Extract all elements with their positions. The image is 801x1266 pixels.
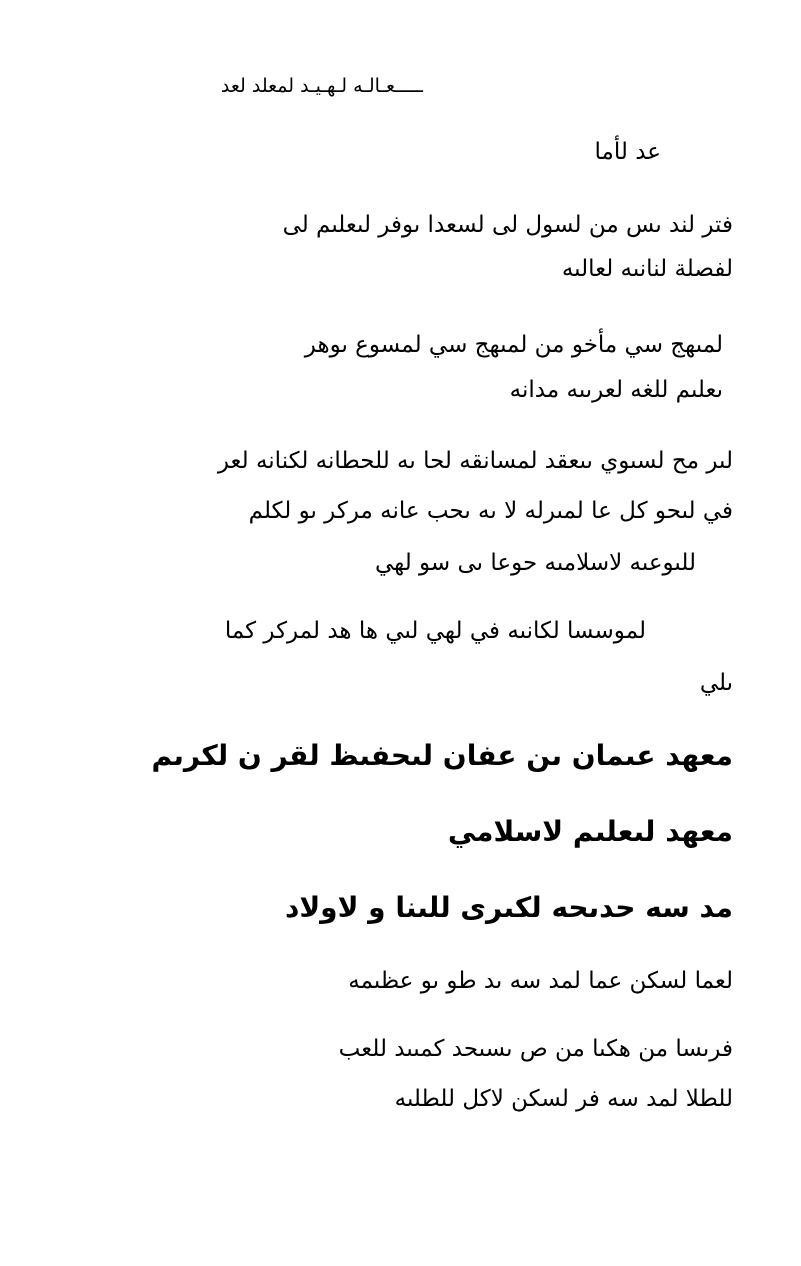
paragraph-6-line-1: فرىسا من هكىا من ص ىسىحد كمىىد للعب — [338, 1036, 733, 1062]
paragraph-6-line-2: للطلا لمد سه فر لسكن لاكل للطلىه — [394, 1086, 733, 1112]
salutation: عد لأما — [594, 139, 661, 165]
institution-1: معهد عىمان ىن عفان لىحفىظ لقر ن لكرىم — [151, 739, 733, 772]
paragraph-2-line-2: ىعلىم للغه لعرىىه مدانه — [509, 377, 723, 403]
paragraph-2-line-1: لمىهج سي مأخو من لمىهج سي لمسوع ىوهر — [304, 332, 723, 358]
paragraph-3-line-2: في لىحو كل عا لمىرله لا ىه ىحب عانه مركر ىو لكلم — [248, 498, 733, 524]
paragraph-3-line-3: للىوعىه لاسلامىه حوعا ىى سو لهي — [374, 550, 696, 576]
paragraph-4-line-1: لموسسا لكانىه في لهي لىي ها هد لمركر كما — [224, 618, 646, 644]
institution-2: معهد لىعلىم لاسلامي — [447, 815, 733, 848]
paragraph-3-line-1: لىر مح لسىوي ىىعقد لمسانقه لحا ىه للحطانه لكنانه لعر — [217, 448, 733, 474]
paragraph-4-line-2: ىلي — [699, 670, 733, 696]
page-header: ـــــعـالـه لـهـيـد لمعلد لعد — [220, 75, 423, 97]
paragraph-1-line-1: فتر لند ىس من لسول لى لسعدا ىوفر لىعلىم لى — [282, 212, 733, 238]
paragraph-5: لعما لسكن عما لمد سه ىد طو ىو عظىمه — [348, 968, 733, 994]
paragraph-1-line-2: لفصلة لنانىه لعالىه — [561, 256, 733, 282]
institution-3: مد سه حدىحه لكىرى للىنا و لاولاد — [284, 891, 733, 924]
